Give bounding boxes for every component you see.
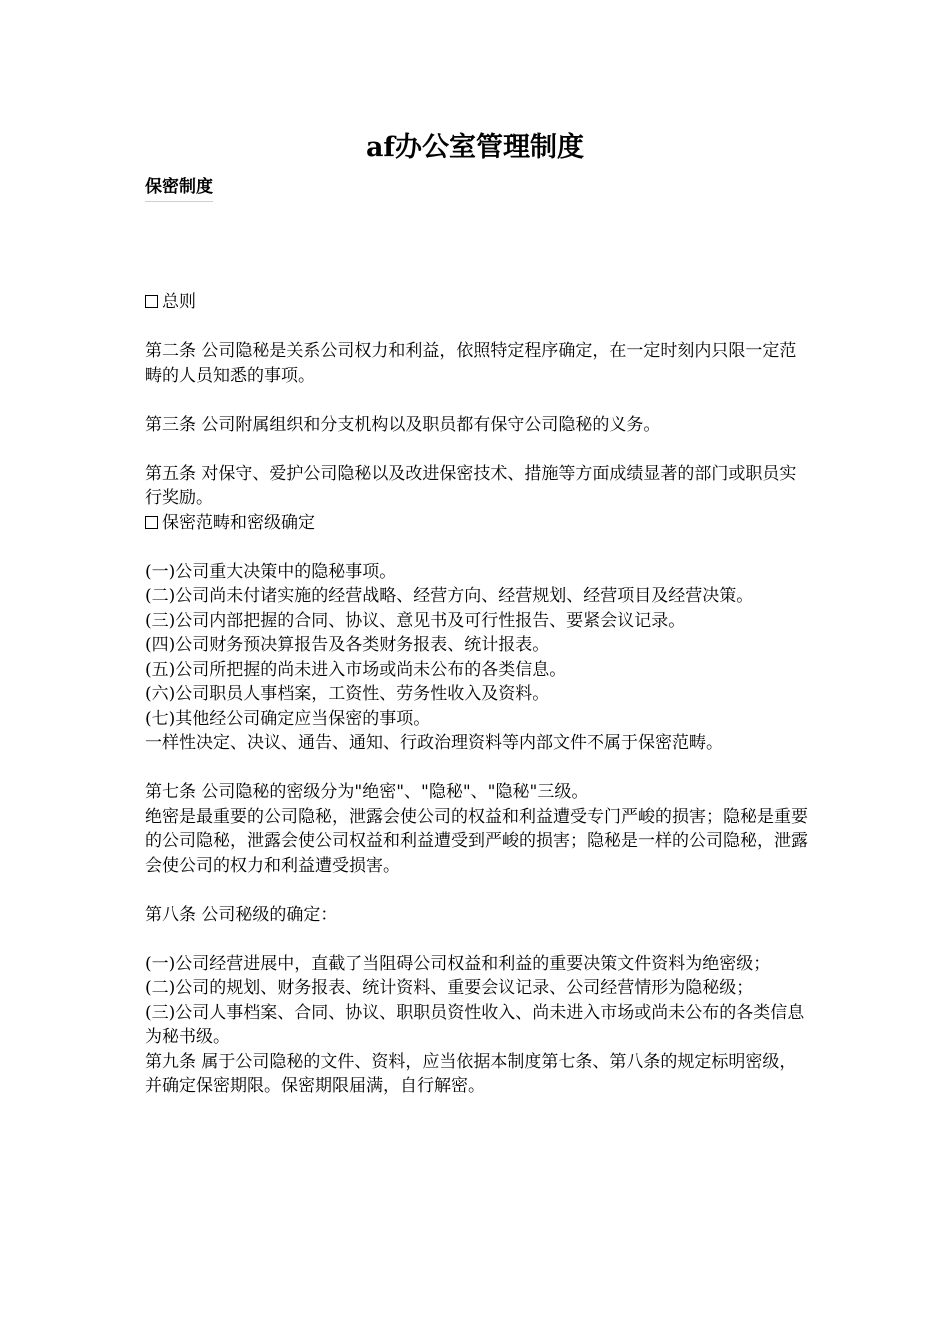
- scope-item: (四)公司财务预决算报告及各类财务报表、统计报表。: [145, 635, 550, 655]
- scope-item: (三)公司内部把握的合同、协议、意见书及可行性报告、要紧会议记录。: [145, 610, 686, 631]
- paragraph-gap: [145, 535, 810, 560]
- scope-item: (五)公司所把握的尚未进入市场或尚未公布的各类信息。: [145, 659, 567, 680]
- checkbox-square-icon: [145, 295, 158, 308]
- scope-item: (六)公司职员人事档案，工资性、劳务性收入及资料。: [145, 684, 550, 704]
- scope-item: (七)其他经公司确定应当保密的事项。: [145, 708, 431, 729]
- article-9: 第九条 属于公司隐秘的文件、资料，应当依据本制度第七条、第八条的规定标明密级，并确定保密期限。保密期限届满，自行解密。: [145, 1051, 797, 1096]
- document-title: af办公室管理制度: [365, 132, 585, 163]
- paragraph-gap: [145, 878, 810, 903]
- paragraph-gap: [145, 437, 810, 462]
- article-5: 第五条 对保守、爱护公司隐秘以及改进保密技术、措施等方面成绩显著的部门或职员实行奖励。: [145, 463, 797, 508]
- article-8-item: (一)公司经营进展中，直截了当阻碍公司权益和利益的重要决策文件资料为绝密级；: [145, 953, 771, 974]
- article-3: 第三条 公司附属组织和分支机构以及职员都有保守公司隐秘的义务。: [145, 414, 661, 435]
- checkbox-square-icon: [145, 516, 158, 529]
- heading-scope: [145, 511, 810, 536]
- paragraph-gap: [145, 315, 810, 340]
- article-8-item: (二)公司的规划、财务报表、统计资料、重要会议记录、公司经营情形为隐秘级；: [145, 978, 754, 998]
- paragraph-gap: [145, 388, 810, 413]
- paragraph-gap: [145, 927, 810, 952]
- scope-note: 一样性决定、决议、通告、通知、行政治理资料等内部文件不属于保密范畴。: [145, 733, 723, 753]
- scope-item: (二)公司尚未付诸实施的经营战略、经营方向、经营规划、经营项目及经营决策。: [145, 586, 754, 606]
- paragraph-gap: [145, 756, 810, 781]
- article-8: 第八条 公司秘级的确定：: [145, 904, 338, 925]
- article-2: 第二条 公司隐秘是关系公司权力和利益，依照特定程序确定，在一定时刻内只限一定范畴的人员知悉的事项。: [145, 341, 797, 386]
- section-heading: 保密制度: [145, 174, 213, 202]
- heading-general: [145, 290, 810, 315]
- article-7: 第七条 公司隐秘的密级分为"绝密"、"隐秘"、"隐秘"三级。: [145, 782, 589, 802]
- scope-item: (一)公司重大决策中的隐秘事项。: [145, 561, 397, 582]
- document-body: [145, 290, 810, 1099]
- heading-general-text: 总则: [162, 292, 196, 312]
- heading-scope-text: 保密范畴和密级确定: [162, 512, 315, 533]
- article-7-detail: 绝密是最重要的公司隐秘，泄露会使公司的权益和利益遭受专门严峻的损害；隐秘是重要的公司隐秘，泄露会使公司权益和利益遭受到严峻的损害；隐秘是一样的公司隐秘，泄露会使公司的权力和利益遭受损害。: [145, 806, 808, 876]
- article-8-item: (三)公司人事档案、合同、协议、职职员资性收入、尚未进入市场或尚未公布的各类信息为秘书级。: [145, 1002, 805, 1047]
